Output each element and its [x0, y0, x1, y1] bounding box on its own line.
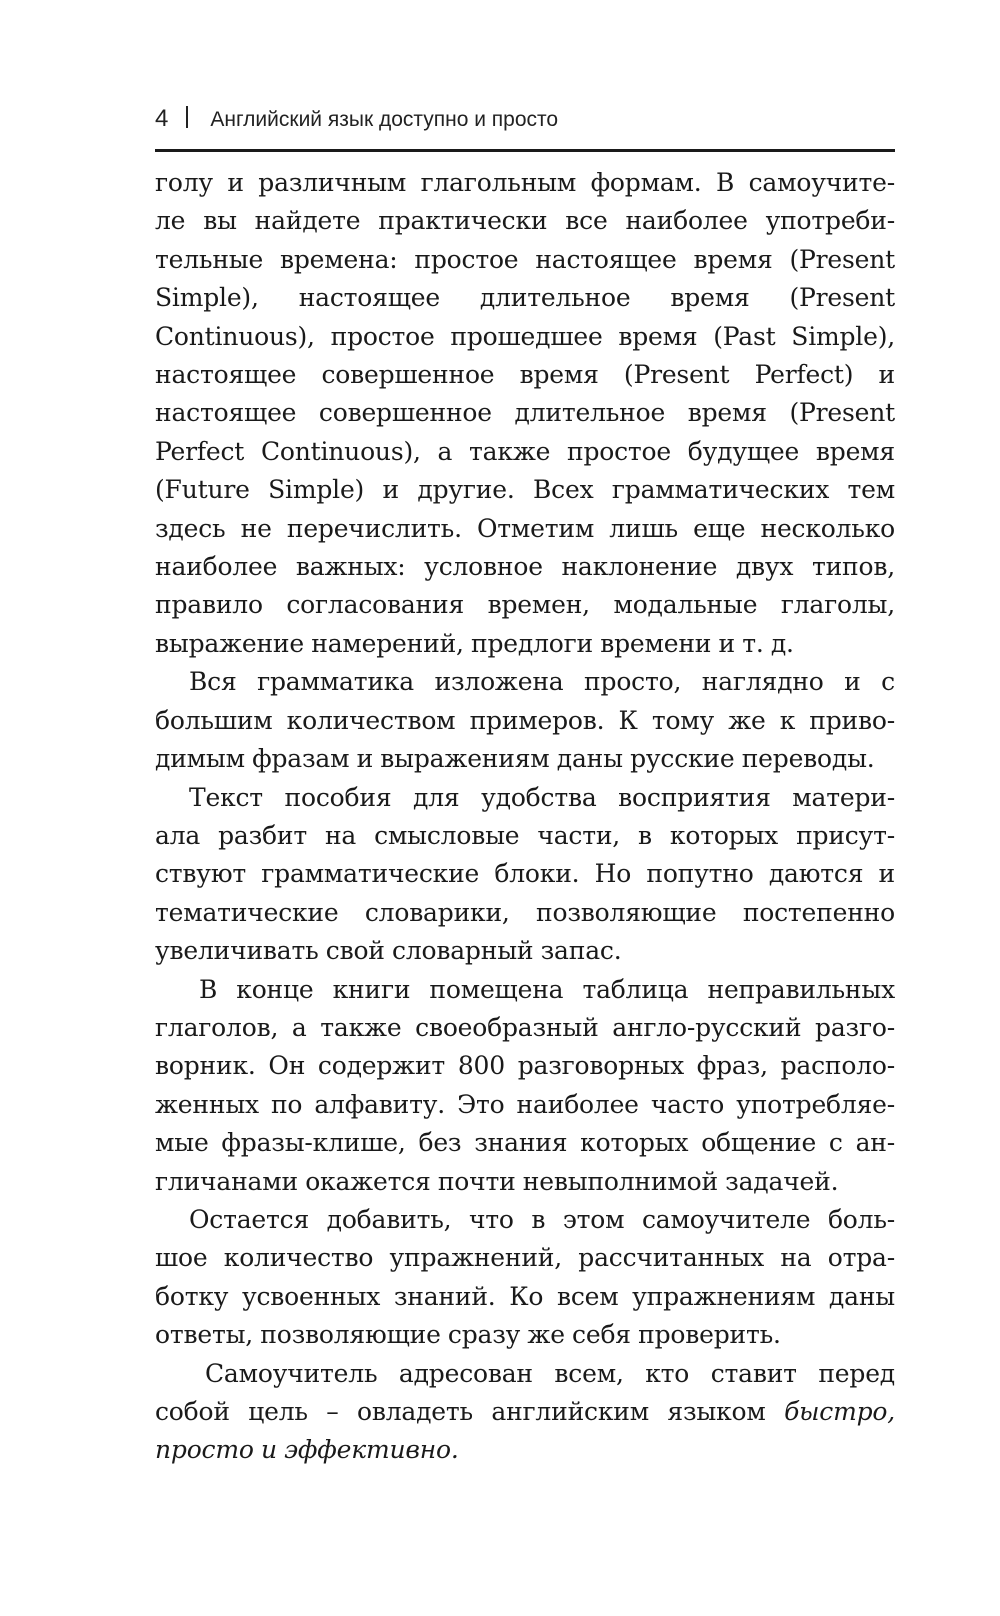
text-line: ала разбит на смысловые части, в которых присут-	[155, 820, 895, 850]
paragraph-2	[155, 663, 895, 778]
italic-text: быстро,	[784, 1397, 895, 1426]
italic-text: просто и эффективно.	[155, 1435, 459, 1465]
text-line: ответы, позволяющие сразу же себя проверить.	[155, 1320, 781, 1350]
text-line: голу и различным глагольным формам. В самоучите-	[155, 168, 895, 197]
text-line: Вся грамматика изложена просто, наглядно и с	[189, 667, 895, 697]
header-separator	[186, 106, 188, 128]
paragraph-1	[155, 164, 895, 663]
text-line: мые фразы-клише, без знания которых общение с ан-	[155, 1128, 895, 1158]
text-line: шое количество упражнений, рассчитанных на отра-	[155, 1243, 895, 1273]
text-line: димым фразам и выражениям даны русские переводы.	[155, 744, 875, 774]
text-line: Continuous), простое прошедшее время (Past Simple),	[155, 321, 895, 351]
header-rule	[155, 149, 895, 152]
text-line: Текст пособия для удобства восприятия матери-	[189, 782, 895, 812]
paragraph-6	[155, 1355, 895, 1470]
text-run: собой цель – овладеть английским языком	[155, 1397, 785, 1426]
text-line: глаголов, а также своеобразный англо-русский разго-	[155, 1012, 895, 1042]
text-line: Perfect Continuous), а также простое будущее время	[155, 436, 895, 466]
running-head	[155, 104, 895, 138]
text-line: Самоучитель адресован всем, кто ставит перед	[205, 1358, 895, 1388]
body-text	[155, 164, 895, 1470]
text-line: ботку усвоенных знаний. Ко всем упражнениям даны	[155, 1281, 895, 1311]
text-line: Остается добавить, что в этом самоучителе боль-	[189, 1204, 895, 1234]
text-line: женных по алфавиту. Это наиболее часто употребляе-	[155, 1089, 895, 1119]
paragraph-3	[155, 779, 895, 971]
text-line: гличанами окажется почти невыполнимой задачей.	[155, 1166, 839, 1196]
running-head-title: Английский язык доступно и просто	[210, 108, 559, 131]
text-line: настоящее совершенное время (Present Perfect) и	[155, 360, 895, 390]
text-line: ле вы найдете практически все наиболее употреби-	[155, 206, 895, 236]
text-line: выражение намерений, предлоги времени и т. д.	[155, 628, 794, 658]
text-line	[155, 1393, 895, 1431]
text-line: наиболее важных: условное наклонение двух типов,	[155, 552, 895, 582]
text-line: настоящее совершенное длительное время (Present	[155, 398, 895, 428]
text-line: Simple), настоящее длительное время (Present	[155, 283, 895, 313]
text-line	[155, 1431, 895, 1469]
text-line: большим количеством примеров. К тому же к приво-	[155, 705, 895, 735]
text-line: (Future Simple) и другие. Всех грамматических тем	[155, 475, 895, 505]
text-line: ворник. Он содержит 800 разговорных фраз, располо-	[155, 1051, 895, 1081]
text-line: ствуют грамматические блоки. Но попутно даются и	[155, 859, 895, 889]
text-line: правило согласования времен, модальные глаголы,	[155, 590, 895, 620]
text-line: тематические словарики, позволяющие постепенно	[155, 897, 895, 927]
text-line: тельные времена: простое настоящее время (Present	[155, 244, 895, 274]
text-line: здесь не перечислить. Отметим лишь еще несколько	[155, 513, 895, 543]
page-number: 4	[155, 105, 169, 132]
paragraph-4	[155, 971, 895, 1201]
paragraph-5	[155, 1201, 895, 1355]
text-line: увеличивать свой словарный запас.	[155, 936, 622, 966]
text-line: В конце книги помещена таблица неправильных	[199, 974, 895, 1004]
